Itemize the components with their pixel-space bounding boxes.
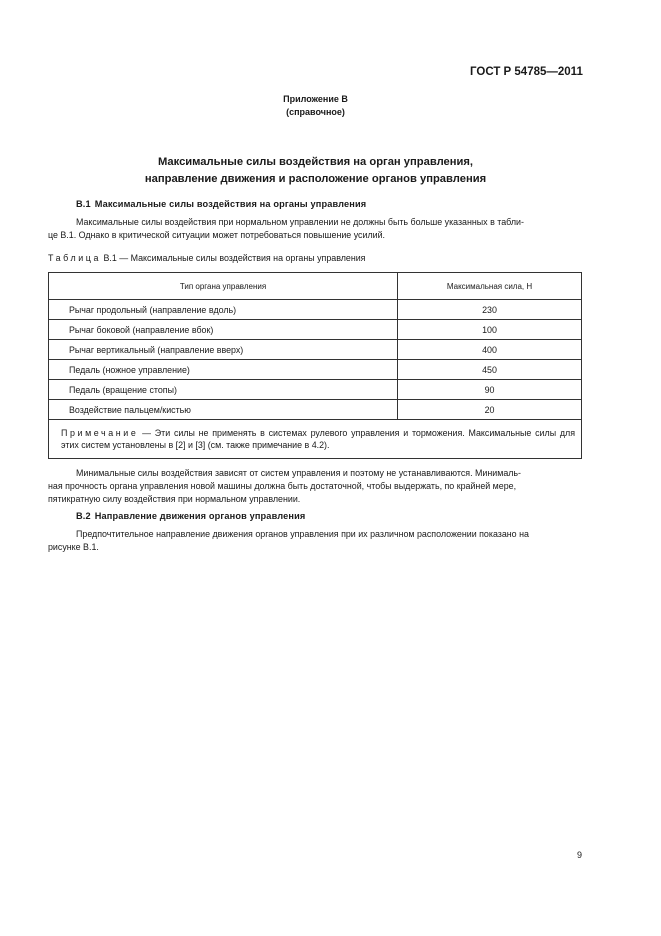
table-caption-text: В.1 — Максимальные силы воздействия на органы управления <box>103 253 366 263</box>
paragraph-line: рисунке В.1. <box>48 542 99 552</box>
table-row <box>49 300 582 320</box>
title-line-2: направление движения и расположение органов управления <box>144 173 487 185</box>
control-type-cell: Рычаг продольный (направление вдоль) <box>49 300 398 320</box>
section-2-heading <box>76 511 305 521</box>
paragraph-line: це В.1. Однако в критической ситуации может потребоваться повышение усилий. <box>48 230 386 240</box>
control-type-cell: Рычаг боковой (направление вбок) <box>49 320 398 340</box>
max-force-cell: 20 <box>398 400 582 420</box>
section-2-paragraph <box>48 528 582 554</box>
table-header-row <box>49 273 582 300</box>
table-caption-word: Таблица <box>48 253 101 263</box>
appendix-label: Приложение В <box>283 94 348 104</box>
max-force-cell: 230 <box>398 300 582 320</box>
standard-number: ГОСТ Р 54785—2011 <box>470 66 583 78</box>
section-1-heading <box>76 199 366 209</box>
title-line-1: Максимальные силы воздействия на орган управления, <box>157 156 474 168</box>
note-text: — Эти силы не применять в системах рулевого управления и торможения. Максимальные силы для этих систем установлены в [2] и [3] (см. также примечание в 4.2). <box>61 428 575 450</box>
paragraph-line: Максимальные силы воздействия при нормальном управлении не должны быть больше указанных в табли- <box>76 217 524 227</box>
control-type-cell: Педаль (вращение стопы) <box>49 380 398 400</box>
page-number: 9 <box>577 850 583 860</box>
appendix-kind: (справочное) <box>286 107 345 117</box>
table-row <box>49 320 582 340</box>
header-cell-force: Максимальная сила, Н <box>398 273 582 300</box>
paragraph-line: Предпочтительное направление движения органов управления при их различном расположении показано на <box>76 529 529 539</box>
paragraph-line: пятикратную силу воздействия при нормальном управлении. <box>48 494 301 504</box>
section-2-number: В.2 <box>76 511 91 521</box>
table-note-row <box>49 420 582 459</box>
header-cell-type: Тип органа управления <box>49 273 398 300</box>
table-row <box>49 340 582 360</box>
table-note <box>49 420 582 459</box>
minimum-forces-paragraph <box>48 467 582 506</box>
forces-table <box>48 272 582 459</box>
max-force-cell: 400 <box>398 340 582 360</box>
control-type-cell: Воздействие пальцем/кистью <box>49 400 398 420</box>
max-force-cell: 100 <box>398 320 582 340</box>
paragraph-line: Минимальные силы воздействия зависят от систем управления и поэтому не устанавливаются. Минималь- <box>76 468 522 478</box>
section-1-paragraph <box>48 216 582 242</box>
paragraph-line: ная прочность органа управления новой машины должна быть достаточной, чтобы выдержать, по крайней мере, <box>48 481 517 491</box>
section-2-title: Направление движения органов управления <box>94 511 306 521</box>
section-1-number: В.1 <box>76 199 91 209</box>
control-type-cell: Рычаг вертикальный (направление вверх) <box>49 340 398 360</box>
table-row <box>49 400 582 420</box>
table-row <box>49 380 582 400</box>
max-force-cell: 90 <box>398 380 582 400</box>
note-word: Примечание <box>61 428 139 438</box>
max-force-cell: 450 <box>398 360 582 380</box>
table-row <box>49 360 582 380</box>
table-caption <box>48 253 366 263</box>
section-1-title: Максимальные силы воздействия на органы управления <box>94 199 367 209</box>
control-type-cell: Педаль (ножное управление) <box>49 360 398 380</box>
